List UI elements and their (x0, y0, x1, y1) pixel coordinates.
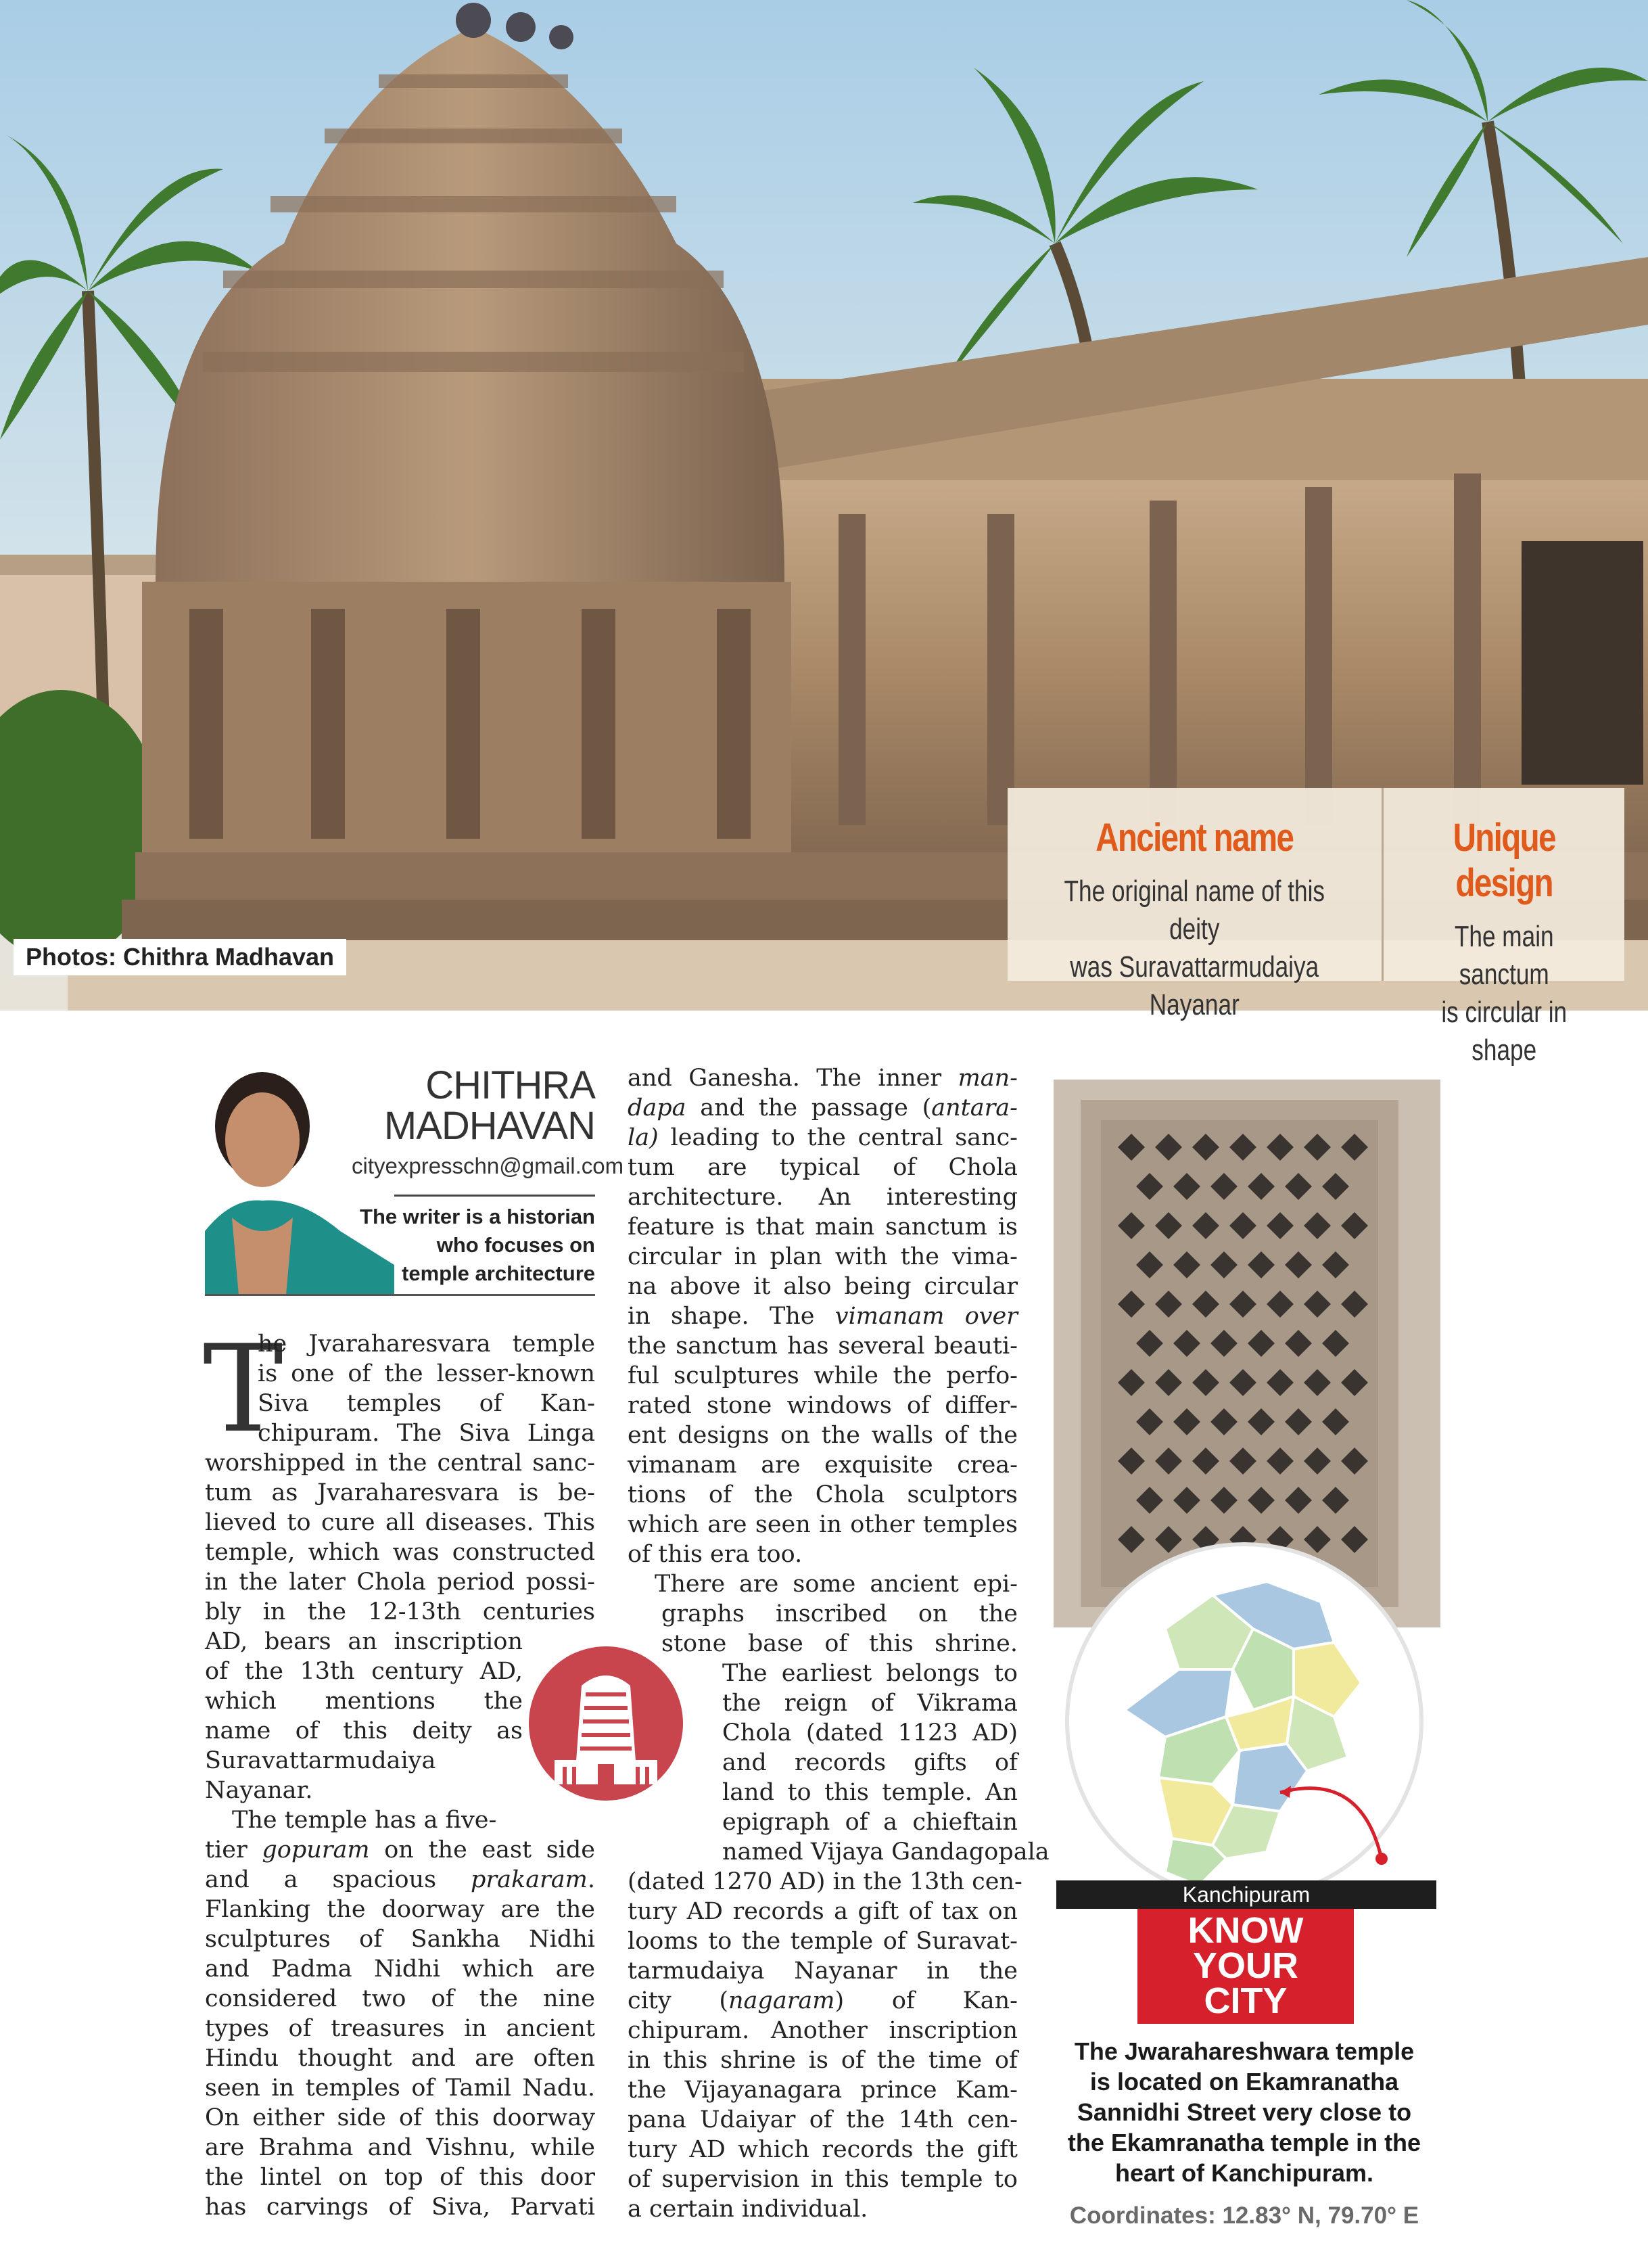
article-line: in this shrine is of the time of (628, 2047, 1018, 2074)
article-line: Siva temples of Kan- (258, 1390, 595, 1417)
city-label-bar: Kanchipuram (1056, 1880, 1436, 1909)
photo-credit: Photos: Chithra Madhavan (14, 939, 346, 975)
location-description (1041, 2036, 1447, 2188)
author-bio-line: who focuses on (436, 1233, 595, 1257)
article-line: Suravattarmudaiya (205, 1747, 436, 1774)
kyc-line: YOUR (1192, 1945, 1298, 1986)
article-line: na above it also being circular (628, 1273, 1018, 1300)
fact-unique-line: is circular in shape (1440, 996, 1567, 1067)
location-line: the Ekamranatha temple in the (1067, 2129, 1421, 2156)
article-line: which are seen in other temples (628, 1511, 1018, 1538)
article-line: name of this deity as (205, 1717, 523, 1744)
author-bio-line: The writer is a historian (360, 1205, 595, 1228)
coordinates: Coordinates: 12.83° N, 79.70° E (1069, 2202, 1419, 2229)
fact-box (1008, 788, 1624, 1067)
article-line: circular in plan with the vima- (628, 1243, 1018, 1270)
article-line: Nayanar. (205, 1777, 313, 1804)
article-line: ful sculptures while the perfo- (628, 1362, 1018, 1389)
location-line: heart of Kanchipuram. (1114, 2159, 1374, 2187)
article-line: Flanking the doorway are the (205, 1896, 595, 1923)
location-line: Sannidhi Street very close to (1077, 2098, 1412, 2126)
article-line: bly in the 12-13th centuries (205, 1598, 595, 1625)
fact-unique-title: Unique design (1453, 816, 1555, 905)
article-line: dapa and the passage (antara- (628, 1094, 1018, 1121)
article-line: of the 13th century AD, (205, 1658, 523, 1685)
article-line: rated stone windows of differ- (628, 1392, 1018, 1419)
author-name-line: MADHAVAN (383, 1104, 595, 1148)
article-line: There are some ancient epi- (655, 1571, 1018, 1598)
article-line: graphs inscribed on the (661, 1600, 1018, 1627)
tamil-nadu-map (1064, 1541, 1425, 1902)
article-line: chipuram. The Siva Linga (258, 1420, 595, 1447)
article-line: tury AD which records the gift (628, 2136, 1018, 2163)
article-line: which mentions the (205, 1688, 523, 1715)
article-line: lieved to cure all diseases. This (205, 1509, 595, 1536)
author-divider (394, 1195, 595, 1197)
kyc-line: CITY (1204, 1981, 1288, 2021)
fact-unique-line: The main sanctum (1454, 920, 1554, 991)
location-line: is located on Ekamranatha (1089, 2068, 1399, 2096)
article-line: the sanctum has several beauti- (628, 1333, 1018, 1360)
location-line: The Jwarahareshwara temple (1074, 2037, 1415, 2065)
article-line: in the later Chola period possi- (205, 1569, 595, 1596)
article-line: tum are typical of Chola (628, 1154, 1018, 1181)
fact-ancient-text (1045, 873, 1344, 1024)
article-line: chipuram. Another inscription (628, 2017, 1018, 2044)
article-line: are Brahma and Vishnu, while (205, 2134, 595, 2161)
article-line: la) leading to the central sanc- (628, 1124, 1018, 1151)
fact-ancient-line: was Suravattarmudaiya Nayanar (1070, 950, 1319, 1021)
article-line: tier gopuram on the east side (205, 1836, 595, 1864)
fact-unique-text (1407, 918, 1600, 1069)
article-line: sculptures of Sankha Nidhi (205, 1926, 595, 1953)
temple-gopuram-icon (527, 1645, 684, 1802)
article-line: tarmudaiya Nayanar in the (628, 1958, 1018, 1985)
article-line: city (nagaram) of Kan- (628, 1987, 1018, 2014)
article-line: types of treasures in ancient (205, 2015, 595, 2042)
article-line: vimanam are exquisite crea- (628, 1452, 1018, 1479)
article-line: and a spacious prakaram. (205, 1866, 595, 1893)
article-line: the reign of Vikrama (722, 1690, 1018, 1717)
kyc-line: KNOW (1187, 1910, 1304, 1951)
article-line: pana Udaiyar of the 14th cen- (628, 2106, 1018, 2133)
author-bio (352, 1203, 595, 1288)
article-line: Chola (dated 1123 AD) (722, 1719, 1018, 1746)
article-line: The temple has a five- (232, 1807, 497, 1834)
article-line: a certain individual. (628, 2196, 868, 2223)
article-line: named Vijaya Gandagopala (722, 1838, 1050, 1866)
author-email[interactable]: cityexpresschn@gmail.com (352, 1153, 624, 1178)
author-name-line: CHITHRA (425, 1063, 595, 1107)
article-line: seen in temples of Tamil Nadu. (205, 2075, 595, 2102)
article-line: and records gifts of (722, 1749, 1018, 1776)
article-line: is one of the lesser-known (258, 1360, 595, 1387)
article-line: stone base of this shrine. (661, 1630, 1018, 1657)
article-line: ent designs on the walls of the (628, 1422, 1018, 1449)
know-your-city-badge (1137, 1909, 1354, 2024)
article-line: land to this temple. An (722, 1779, 1018, 1806)
article-line: epigraph of a chieftain (722, 1809, 1018, 1836)
article-line: tions of the Chola sculptors (628, 1481, 1018, 1508)
article-line: the Vijayanagara prince Kam- (628, 2077, 1018, 2104)
article-line: worshipped in the central sanc- (205, 1450, 595, 1477)
article-line: and Padma Nidhi which are (205, 1955, 595, 1983)
fact-ancient-name (1008, 788, 1384, 1021)
author-bio-line: temple architecture (402, 1262, 595, 1285)
fact-ancient-title: Ancient name (1096, 816, 1294, 860)
hero-photo (0, 0, 1648, 1067)
article-line: in shape. The vimanam over (628, 1303, 1018, 1330)
article-line: and Ganesha. The inner man- (628, 1065, 1018, 1092)
article-line: the lintel on top of this door (205, 2164, 595, 2191)
article-line: of supervision in this temple to (628, 2166, 1018, 2193)
article-line: has carvings of Siva, Parvati (205, 2194, 595, 2221)
article-line: (dated 1270 AD) in the 13th cen- (628, 1868, 1022, 1895)
article-line: Hindu thought and are often (205, 2045, 595, 2072)
article-line: looms to the temple of Suravat- (628, 1928, 1018, 1955)
author-name (379, 1065, 595, 1147)
article-line: AD, bears an inscription (205, 1628, 523, 1655)
article-line: he Jvaraharesvara temple (258, 1330, 595, 1358)
article-line: temple, which was constructed (205, 1539, 595, 1566)
drop-cap: T (203, 1319, 283, 1459)
fact-ancient-line: The original name of this deity (1064, 875, 1325, 946)
fact-unique-design (1384, 788, 1624, 1067)
article-line: tum as Jvaraharesvara is be- (205, 1479, 595, 1506)
article-line: On either side of this doorway (205, 2104, 595, 2131)
article-line: tury AD records a gift of tax on (628, 1898, 1018, 1925)
author-divider-bottom (205, 1294, 595, 1296)
article-line: of this era too. (628, 1541, 803, 1568)
article-line: feature is that main sanctum is (628, 1213, 1018, 1241)
article-line: architecture. An interesting (628, 1184, 1018, 1211)
article-line: The earliest belongs to (722, 1660, 1018, 1687)
article-line: considered two of the nine (205, 1985, 595, 2012)
